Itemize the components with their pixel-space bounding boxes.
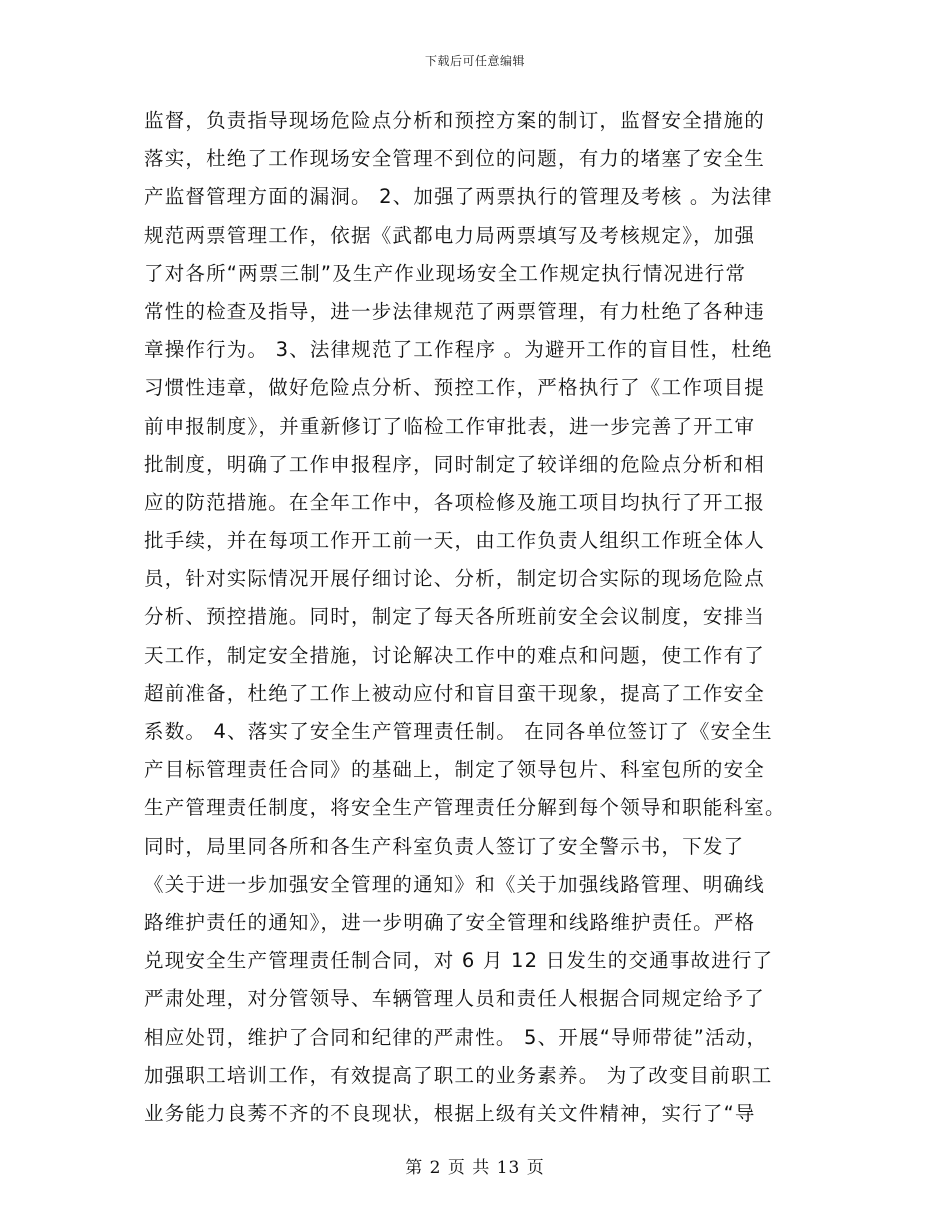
text-line: 系数。 4、落实了安全生产管理责任制。 在同各单位签订了《安全生 [144, 720, 773, 743]
text-line: 超前准备，杜绝了工作上被动应付和盲目蛮干现象，提高了工作安全 [144, 681, 766, 705]
text-line: 生产管理责任制度，将安全生产管理责任分解到每个领导和职能科室。 [144, 796, 786, 820]
text-line: 兑现安全生产管理责任制合同，对 6 月 12 日发生的交通事故进行了 [144, 949, 774, 973]
text-line: 天工作，制定安全措施，讨论解决工作中的难点和问题，使工作有了 [144, 643, 766, 667]
text-line: 监督，负责指导现场危险点分析和预控方案的制订，监督安全措施的 [144, 109, 766, 132]
text-line: 批手续，并在每项工作开工前一天，由工作负责人组织工作班全体人 [144, 529, 766, 553]
text-line: 章操作行为。 3、法律规范了工作程序 。为避开工作的盲目性，杜绝 [144, 338, 773, 362]
text-line: 严肃处理，对分管领导、车辆管理人员和责任人根据合同规定给予了 [144, 987, 766, 1011]
page-header: 下载后可任意编辑 [424, 54, 525, 68]
text-line: 批制度，明确了工作申报程序，同时制定了较详细的危险点分析和相 [144, 452, 766, 476]
text-line: 相应处罚，维护了合同和纪律的严肃性。 5、开展“导师带徒”活动， [144, 1025, 768, 1049]
text-line: 应的防范措施。在全年工作中，各项检修及施工项目均执行了开工报 [144, 490, 766, 514]
text-line: 加强职工培训工作，有效提高了职工的业务素养。 为了改变目前职工 [144, 1063, 773, 1087]
document-body [144, 102, 804, 1133]
text-line: 了对各所“两票三制”及生产作业现场安全工作规定执行情况进行常 [144, 261, 747, 285]
text-line: 员，针对实际情况开展仔细讨论、分析，制定切合实际的现场危险点 [144, 567, 766, 591]
text-line: 路维护责任的通知》，进一步明确了安全管理和线路维护责任。严格 [144, 910, 756, 934]
text-line: 常性的检查及指导，进一步法律规范了两票管理，有力杜绝了各种违 [144, 299, 766, 323]
text-line: 业务能力良莠不齐的不良现状，根据上级有关文件精神，实行了“导 [144, 1101, 756, 1125]
text-line: 产监督管理方面的漏洞。 2、加强了两票执行的管理及考核 。为法律 [144, 185, 773, 209]
text-line: 前申报制度》，并重新修订了临检工作审批表，进一步完善了开工审 [144, 414, 756, 438]
page-number-footer: 第 2 页 共 13 页 [405, 1158, 545, 1178]
text-line: 同时，局里同各所和各生产科室负责人签订了安全警示书，下发了 [144, 834, 745, 858]
text-line: 分析、预控措施。同时，制定了每天各所班前安全会议制度，安排当 [144, 605, 766, 629]
text-line: 产目标管理责任合同》的基础上，制定了领导包片、科室包所的安全 [144, 758, 766, 782]
text-line: 《关于进一步加强安全管理的通知》和《关于加强线路管理、明确线 [144, 872, 766, 896]
text-line: 习惯性违章，做好危险点分析、预控工作，严格执行了《工作项目提 [144, 376, 766, 400]
text-line: 落实，杜绝了工作现场安全管理不到位的问题，有力的堵塞了安全生 [144, 147, 766, 171]
text-line: 规范两票管理工作，依据《武都电力局两票填写及考核规定》，加强 [144, 223, 756, 247]
